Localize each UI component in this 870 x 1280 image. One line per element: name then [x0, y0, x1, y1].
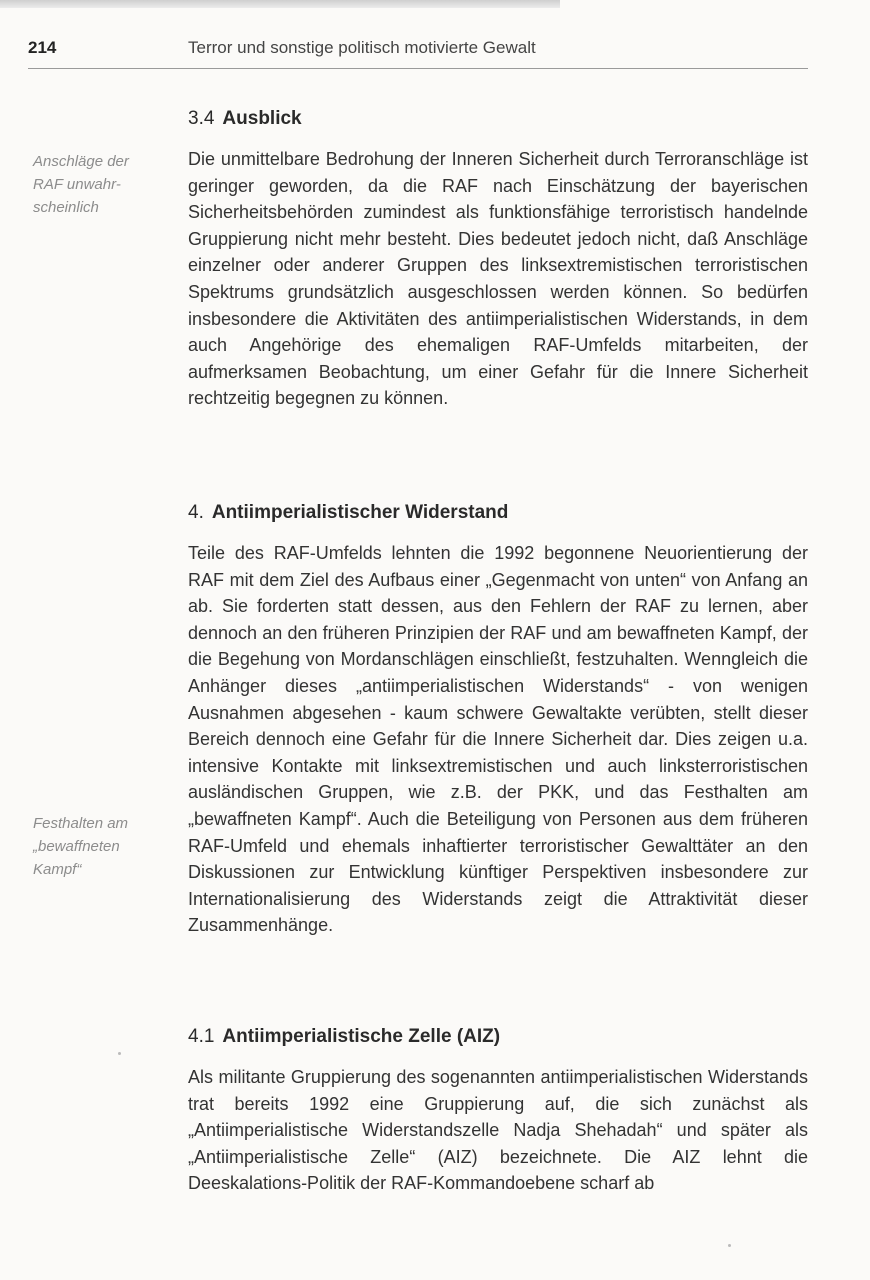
margin-note-anschlaege: Anschläge der RAF unwahr- scheinlich — [33, 153, 129, 216]
header-rule — [28, 68, 808, 69]
section-heading-widerstand — [188, 502, 508, 524]
section-title: Antiimperialistische Zelle (AIZ) — [222, 1026, 501, 1047]
section-number: 4. — [188, 502, 204, 523]
section-title: Ausblick — [222, 108, 302, 129]
section-title: Antiimperialistischer Widerstand — [211, 502, 509, 523]
section-number: 3.4 — [188, 108, 215, 129]
paragraph-widerstand: Teile des RAF-Umfelds lehnten die 1992 begonnene Neuorientierung der RAF mit dem Ziel des Aufbaus einer „Gegenmacht von unten“ von Anfang an ab. Sie forderten statt dessen, aus den Fehlern der RAF zu lernen, aber dennoch an den früheren Prinzipien der RAF und am bewaffneten Kampf, der die Begehung von Mordanschlägen einschließt, festzuhalten. Wenngleich die Anhänger dieses „antiimperialistischen Widerstands“ - von wenigen Ausnahmen abgesehen - kaum schwere Gewaltakte verübten, stellt dieser Bereich dennoch eine Gefahr für die Innere Sicherheit dar. Dies zeigen u.a. intensive Kontakte mit linksextremistischen und auch linksterroristischen ausländischen Gruppen, wie z.B. der PKK, und das Festhalten am „bewaffneten Kampf“. Auch die Beteiligung von Personen aus dem früheren RAF-Umfeld und ehemals inhaftierter terroristischer Gewalttäter an den Diskussionen zur Entwicklung künftiger Perspektiven insbesondere zur Internationalisierung des Widerstands zeigt die Attraktivität dieser Zusammenhänge. — [188, 543, 808, 936]
section-heading-ausblick — [188, 108, 302, 130]
running-title: Terror und sonstige politisch motivierte Gewalt — [188, 38, 536, 57]
page-header — [28, 38, 808, 66]
scan-speck — [118, 1052, 121, 1055]
section-number: 4.1 — [188, 1026, 215, 1047]
scan-speck — [728, 1244, 731, 1247]
section-heading-aiz — [188, 1026, 500, 1048]
paragraph-aiz: Als militante Gruppierung des sogenannten antiimperialistischen Widerstands trat bereits 1992 eine Gruppierung auf, die sich zunächst als „Antiimperialistische Widerstandszelle Nadja Shehadah“ und später als „Antiimperialistische Zelle“ (AIZ) bezeichnete. Die AIZ lehnt die Deeskalations-Politik der RAF-Kommandoebene scharf ab — [188, 1067, 808, 1194]
margin-note-festhalten: Festhalten am „bewaffneten Kampf“ — [33, 815, 129, 878]
page-number: 214 — [28, 38, 57, 57]
scan-edge-stripe — [0, 0, 560, 8]
paragraph-ausblick: Die unmittelbare Bedrohung der Inneren Sicherheit durch Terroranschläge ist geringer geworden, da die RAF nach Einschätzung der bayerischen Sicherheitsbehörden zumindest als funktionsfähige terroristisch handelnde Gruppierung nicht mehr besteht. Dies bedeutet jedoch nicht, daß Anschläge einzelner oder anderer Gruppen des linksextremistischen terroristischen Spektrums grundsätzlich ausgeschlossen werden können. So bedürfen insbesondere die Aktivitäten des antiimperialistischen Widerstands, in dem auch Angehörige des ehemaligen RAF-Umfelds mitarbeiten, der aufmerksamen Beobachtung, um einer Gefahr für die Innere Sicherheit rechtzeitig begegnen zu können. — [188, 149, 808, 409]
